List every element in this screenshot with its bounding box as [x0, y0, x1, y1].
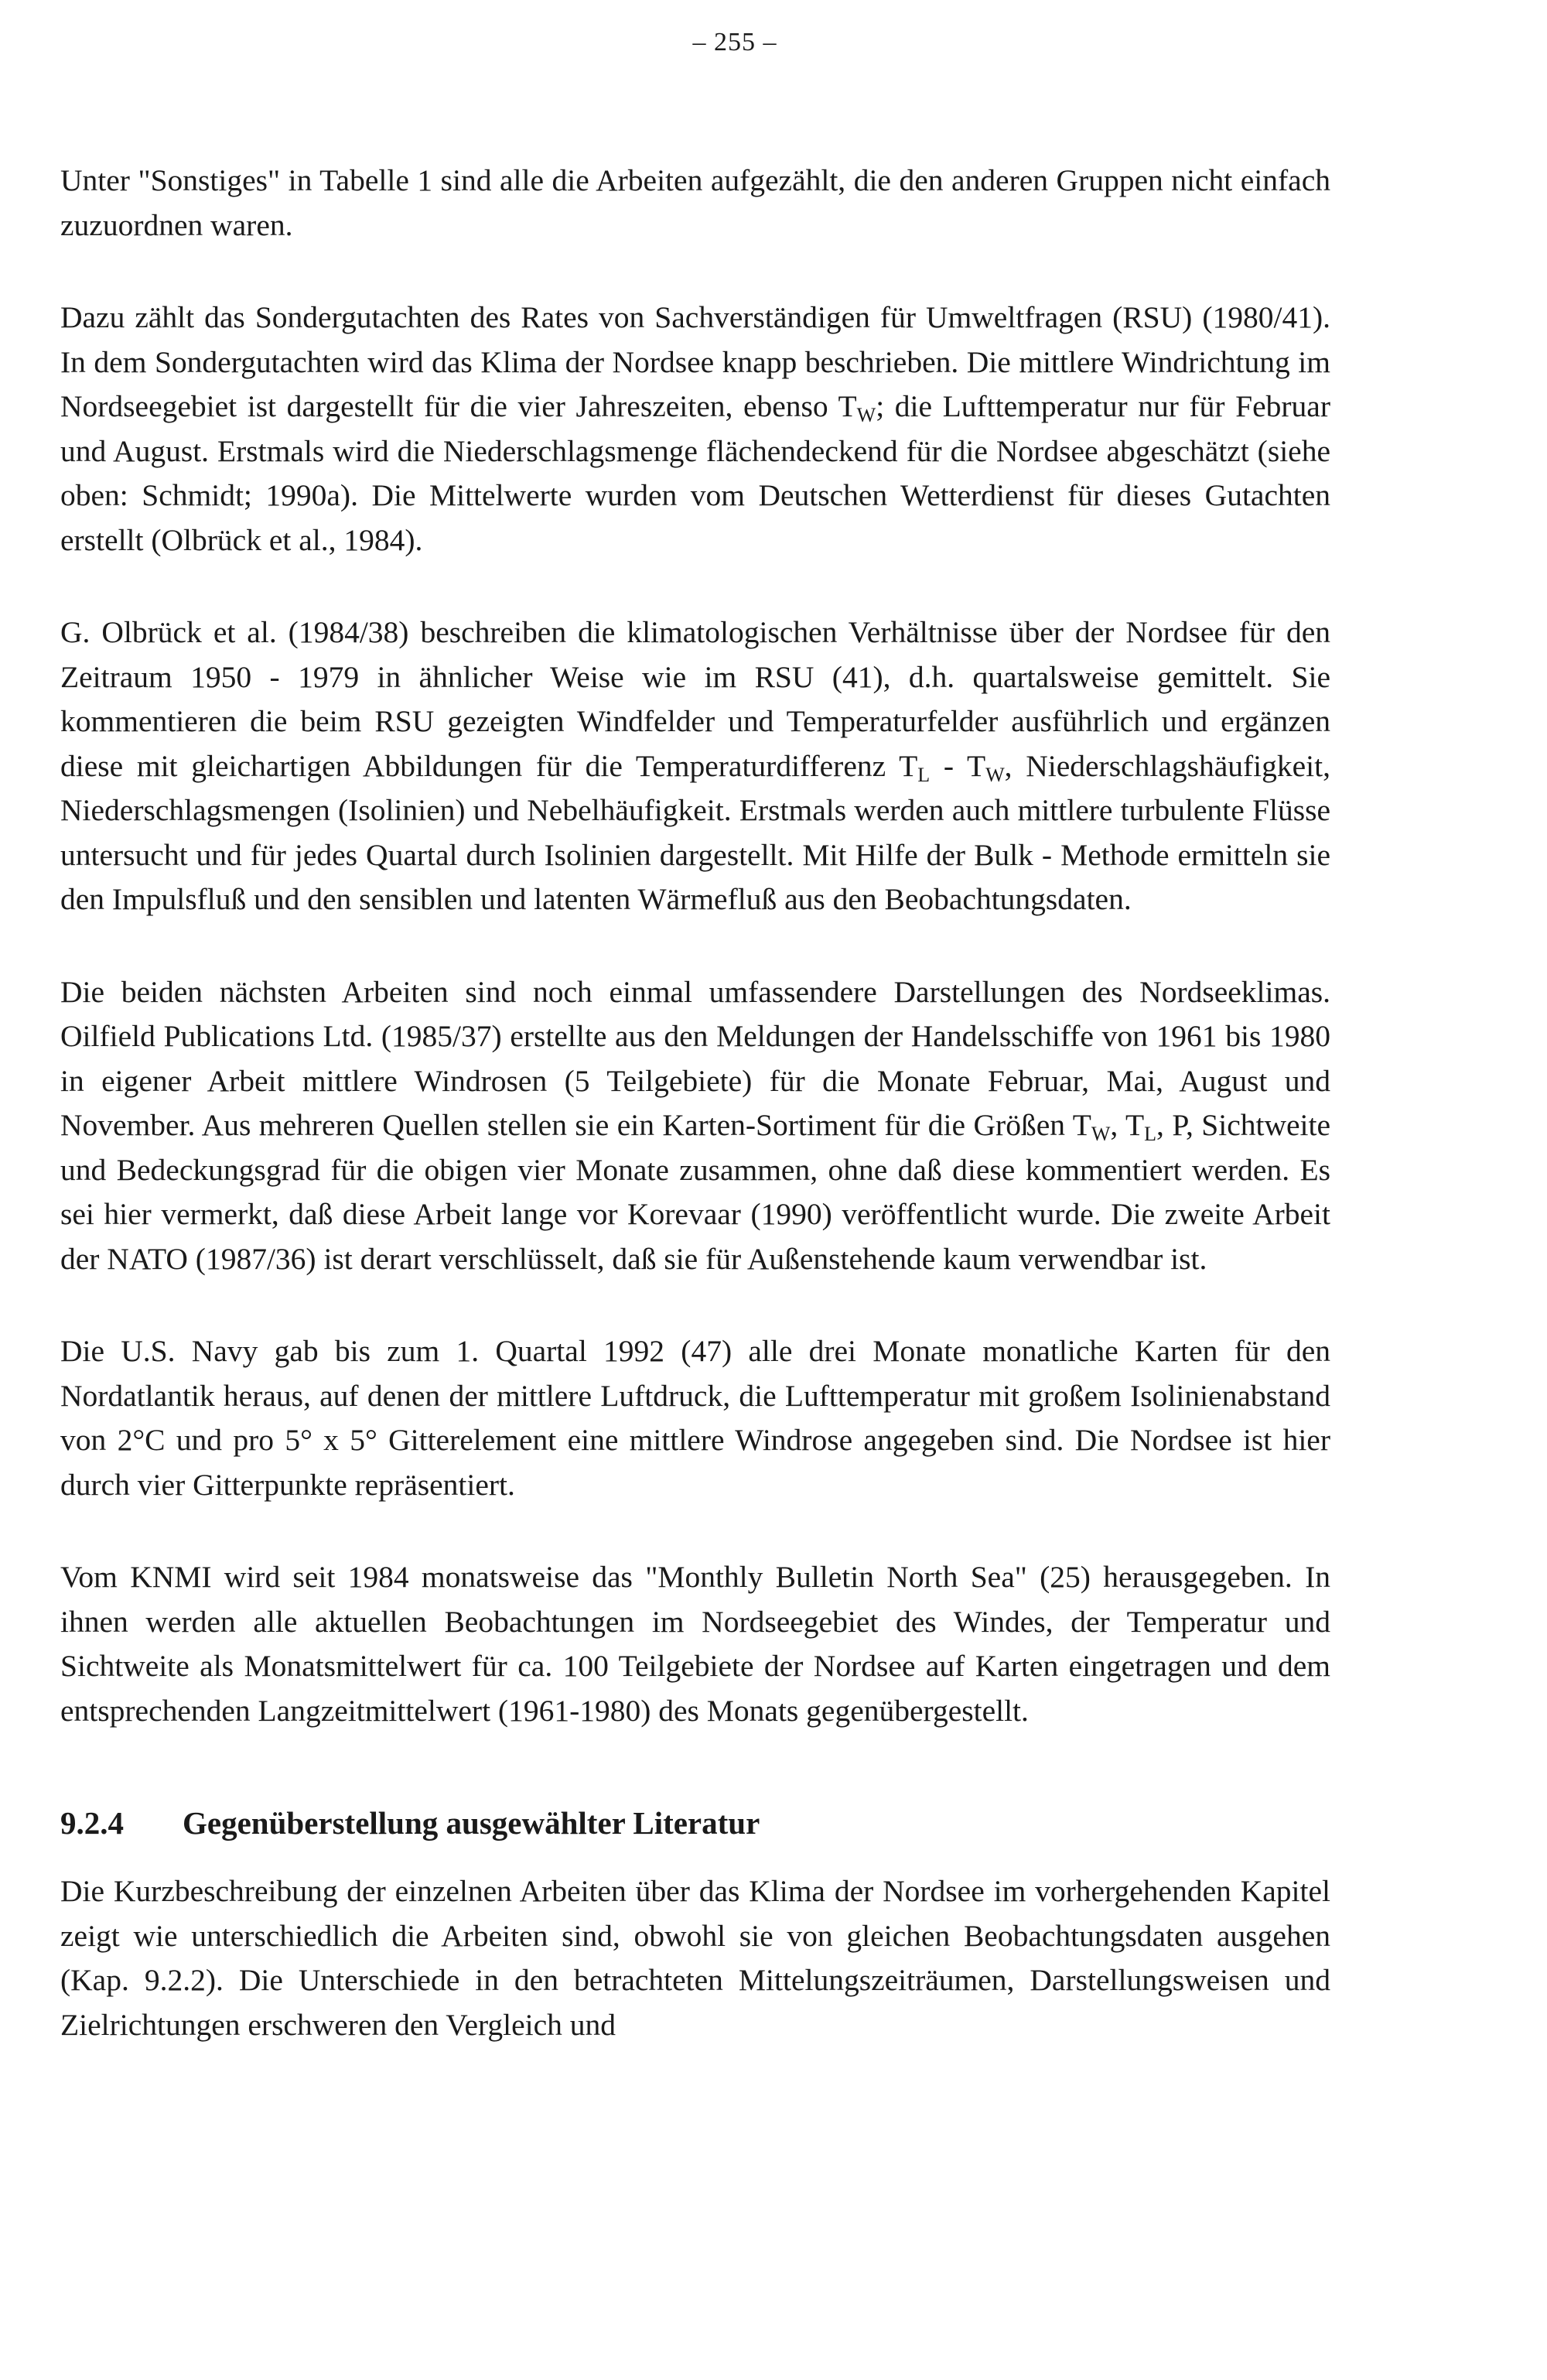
- text-run: , P, Sichtweite und Bedeckungsgrad für die obigen vier Monate zusammen, ohne daß diese kommentiert werden. Es sei hier vermerkt, daß diese Arbeit lange vor Korevaar (1990) veröffentlicht wurde. Die zweite Arbeit der NATO (1987/36) ist derart verschlüsselt, daß sie für Außenstehende kaum verwendbar ist.: [60, 1108, 1331, 1276]
- paragraph-section-intro: Die Kurzbeschreibung der einzelnen Arbeiten über das Klima der Nordsee im vorhergehenden Kapitel zeigt wie unterschiedlich die Arbeiten sind, obwohl sie von gleichen Beobachtungsdaten ausgehen (Kap. 9.2.2). Die Unterschiede in den betrachteten Mittelungszeiträumen, Darstellungsweisen und Zielrichtungen erschweren den Vergleich und: [60, 1874, 1330, 2042]
- subscript-w: W: [1091, 1123, 1111, 1145]
- paragraph-sonstiges: Unter "Sonstiges" in Tabelle 1 sind alle die Arbeiten aufgezählt, die den anderen Gruppen nicht einfach zuzuordnen waren.: [60, 163, 1330, 242]
- paragraph-knmi: Vom KNMI wird seit 1984 monatsweise das "Monthly Bulletin North Sea" (25) herausgegeben. In ihnen werden alle aktuellen Beobachtungen im Nordseegebiet des Windes, der Temperatur und Sichtweite als Monatsmittelwert für ca. 100 Teilgebiete der Nordsee auf Karten eingetragen und dem entsprechenden Langzeitmittelwert (1961-1980) des Monats gegenübergestellt.: [60, 1560, 1330, 1728]
- paragraph-us-navy: Die U.S. Navy gab bis zum 1. Quartal 1992 (47) alle drei Monate monatliche Karten für den Nordatlantik heraus, auf denen der mittlere Luftdruck, die Lufttemperatur mit großem Isolinienabstand von 2°C und pro 5° x 5° Gitterelement eine mittlere Windrose angegeben sind. Die Nordsee ist hier durch vier Gitterpunkte repräsentiert.: [60, 1334, 1330, 1502]
- page-number: – 255 –: [692, 28, 777, 56]
- paragraph-oilfield-nato: [60, 970, 1330, 1282]
- subscript-l: L: [917, 763, 931, 786]
- text-run: - T: [930, 748, 986, 783]
- section-heading: [60, 1800, 1330, 1846]
- text-run: , Niederschlagshäufigkeit, Niederschlagsmengen (Isolinien) und Nebelhäufigkeit. Erstmals werden auch mittlere turbulente Flüsse untersucht und für jedes Quartal durch Isolinien dargestellt. Mit Hilfe der Bulk - Methode ermitteln sie den Impulsfluß und den sensiblen und latenten Wärmefluß aus den Beobachtungsdaten.: [60, 748, 1331, 916]
- text-run: G. Olbrück et al. (1984/38) beschreiben die klimatologischen Verhältnisse über der Nordsee für den Zeitraum 1950 - 1979 in ähnlicher Weise wie im RSU (41), d.h. quartalsweise gemittelt. Sie kommentieren die beim RSU gezeigten Windfelder und Temperaturfelder ausführlich und ergänzen diese mit gleichartigen Abbildungen für die Temperaturdifferenz T: [60, 615, 1330, 783]
- subscript-l: L: [1144, 1123, 1157, 1145]
- text-run: , T: [1110, 1108, 1145, 1142]
- section-title: Gegenüberstellung ausgewählter Literatur: [183, 1805, 760, 1841]
- subscript-w: W: [856, 404, 876, 426]
- page-content: [60, 159, 1330, 2095]
- paragraph-olbrueck: [60, 610, 1330, 922]
- paragraph-rsu-sondergutachten: [60, 296, 1330, 563]
- text-run: Dazu zählt das Sondergutachten des Rates von Sachverständigen für Umweltfragen (RSU) (1980/41). In dem Sondergutachten wird das Klima der Nordsee knapp beschrieben. Die mittlere Windrichtung im Nordseegebiet ist dargestellt für die vier Jahreszeiten, ebenso T: [60, 300, 1330, 423]
- text-run: Die beiden nächsten Arbeiten sind noch einmal umfassendere Darstellungen des Nordseeklimas. Oilfield Publications Ltd. (1985/37) erstellte aus den Meldungen der Handelsschiffe von 1961 bis 1980 in eigener Arbeit mittlere Windrosen (5 Teilgebiete) für die Monate Februar, Mai, August und November. Aus mehreren Quellen stellen sie ein Karten-Sortiment für die Größen T: [60, 974, 1330, 1142]
- section-number: 9.2.4: [60, 1805, 124, 1841]
- text-run: ; die Lufttemperatur nur für Februar und August. Erstmals wird die Niederschlagsmenge flächendeckend für die Nordsee abgeschätzt (siehe oben: Schmidt; 1990a). Die Mittelwerte wurden vom Deutschen Wetterdienst für dieses Gutachten erstellt (Olbrück et al., 1984).: [60, 389, 1330, 557]
- subscript-w: W: [985, 763, 1005, 786]
